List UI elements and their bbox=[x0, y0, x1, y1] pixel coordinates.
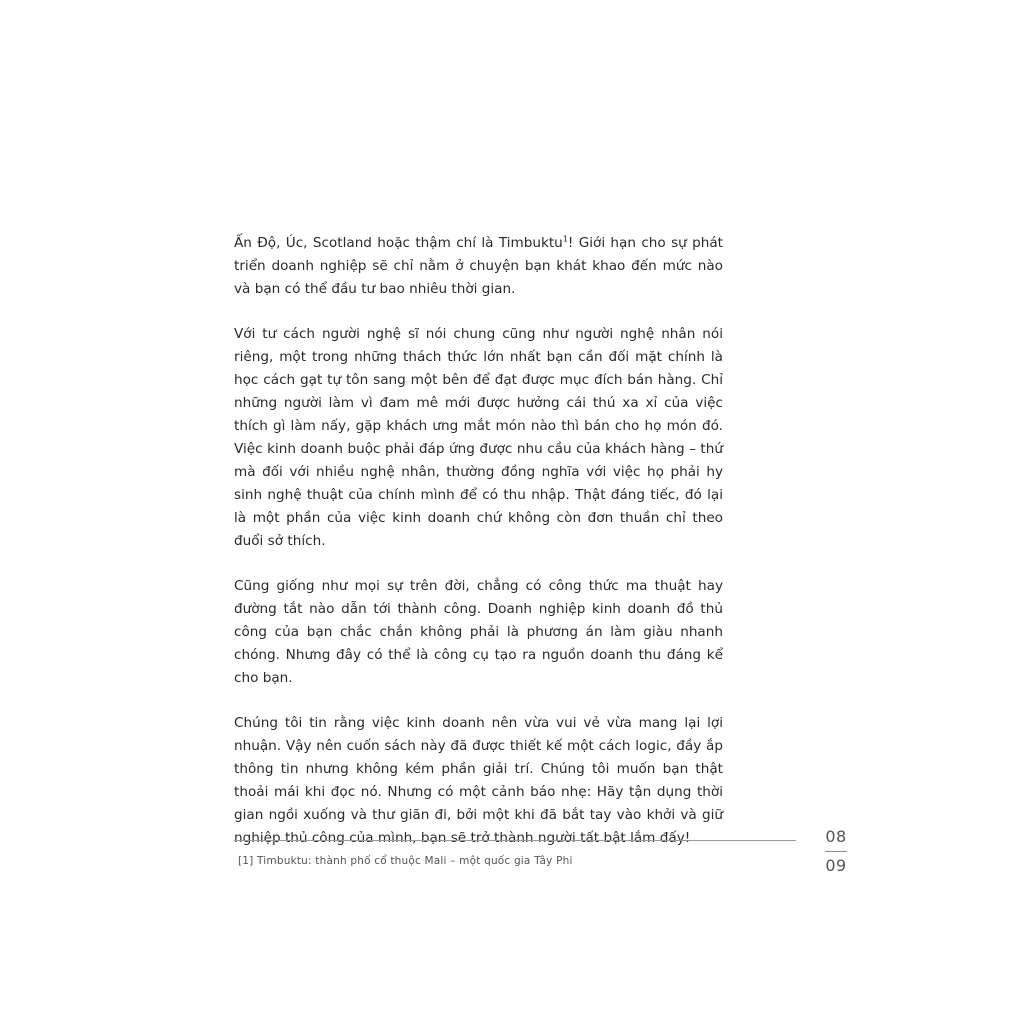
footnote: [1] Timbuktu: thành phố cổ thuộc Mali – một quốc gia Tây Phi bbox=[238, 855, 573, 867]
paragraph-1-text: Ấn Độ, Úc, Scotland hoặc thậm chí là Timbuktu bbox=[234, 235, 563, 251]
paragraph-3: Cũng giống như mọi sự trên đời, chẳng có công thức ma thuật hay đường tắt nào dẫn tới thành công. Doanh nghiệp kinh doanh đồ thủ công của bạn chắc chắn không phải là phương án làm giàu nhanh chóng. Nhưng đây có thể là công cụ tạo ra nguồn doanh thu đáng kể cho bạn. bbox=[234, 578, 723, 686]
page-number-right: 09 bbox=[825, 856, 847, 875]
page-numbers bbox=[822, 826, 850, 877]
body-text bbox=[234, 232, 723, 872]
paragraph-1-text-cont: ! Giới hạn cho sự phát triển doanh nghiệp sẽ chỉ nằm ở chuyện bạn khát khao đến mức nào và bạn có thể đầu tư bao nhiêu thời gian. bbox=[234, 235, 724, 297]
page-number-divider bbox=[825, 851, 847, 852]
page-number-left: 08 bbox=[825, 827, 847, 846]
paragraph-1 bbox=[234, 232, 723, 301]
paragraph-2: Với tư cách người nghệ sĩ nói chung cũng như người nghệ nhân nói riêng, một trong những thách thức lớn nhất bạn cần đối mặt chính là học cách gạt tự tôn sang một bên để đạt được mục đích bán hàng. Chỉ những người làm vì đam mê mới được hưởng cái thú xa xỉ của việc thích gì làm nấy, gặp khách ưng mắt món nào thì bán cho họ món đó. Việc kinh doanh buộc phải đáp ứng được nhu cầu của khách hàng – thứ mà đối với nhiều nghệ nhân, thường đồng nghĩa với việc họ phải hy sinh nghệ thuật của chính mình để có thu nhập. Thật đáng tiếc, đó lại là một phần của việc kinh doanh chứ không còn đơn thuần chỉ theo đuổi sở thích. bbox=[234, 326, 723, 549]
paragraph-4: Chúng tôi tin rằng việc kinh doanh nên vừa vui vẻ vừa mang lại lợi nhuận. Vậy nên cuốn sách này đã được thiết kế một cách logic, đầy ắp thông tin nhưng không kém phần giải trí. Chúng tôi muốn bạn thật thoải mái khi đọc nó. Nhưng có một cảnh báo nhẹ: Hãy tận dụng thời gian ngồi xuống và thư giãn đi, bởi một khi đã bắt tay vào khởi và giữ nghiệp thủ công của mình, bạn sẽ trở thành người tất bật lắm đấy! bbox=[234, 715, 723, 846]
footnote-marker[interactable]: 1 bbox=[562, 234, 568, 244]
footnote-divider bbox=[234, 840, 796, 841]
